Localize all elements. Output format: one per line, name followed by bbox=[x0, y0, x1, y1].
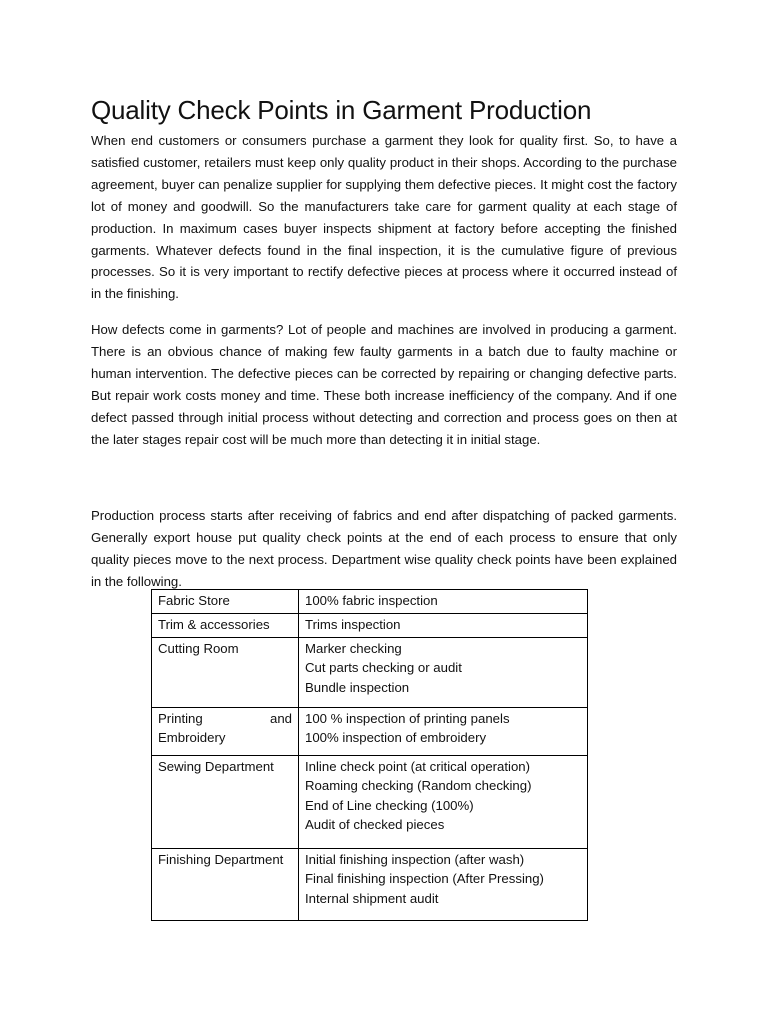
check-item: Inline check point (at critical operation) bbox=[305, 759, 531, 774]
department-cell: Trim & accessories bbox=[152, 614, 299, 638]
quality-checkpoints-table bbox=[151, 589, 588, 921]
department-cell: Sewing Department bbox=[152, 756, 299, 849]
checks-cell bbox=[299, 590, 588, 614]
checks-cell bbox=[299, 708, 588, 756]
check-item: Internal shipment audit bbox=[305, 890, 439, 906]
table-row bbox=[152, 849, 588, 921]
checks-cell bbox=[299, 756, 588, 849]
table-row bbox=[152, 708, 588, 756]
check-item: 100% inspection of embroidery bbox=[305, 730, 487, 746]
department-cell: Fabric Store bbox=[152, 590, 299, 614]
check-item: Final finishing inspection (After Pressing) bbox=[305, 871, 544, 887]
check-item: 100% fabric inspection bbox=[305, 593, 438, 608]
document-title: Quality Check Points in Garment Production bbox=[91, 95, 592, 125]
check-item: Marker checking bbox=[305, 641, 402, 656]
department-cell: Cutting Room bbox=[152, 638, 299, 708]
check-item: Trims inspection bbox=[305, 617, 401, 632]
check-item: Bundle inspection bbox=[305, 679, 410, 695]
check-item: Audit of checked pieces bbox=[305, 816, 445, 832]
check-item: End of Line checking (100%) bbox=[305, 797, 474, 813]
table-row bbox=[152, 756, 588, 849]
checks-cell bbox=[299, 614, 588, 638]
check-item: Initial finishing inspection (after wash) bbox=[305, 852, 525, 867]
checks-cell bbox=[299, 849, 588, 921]
checks-cell bbox=[299, 638, 588, 708]
check-item: 100 % inspection of printing panels bbox=[305, 711, 510, 726]
table-row bbox=[152, 638, 588, 708]
paragraph-process: Production process starts after receiving of fabrics and end after dispatching of packed garments. Generally export house put quality check points at the end of each process to ensure that only quality pieces move to the next process. Department wise quality check points have been explained in the following. bbox=[91, 508, 677, 589]
check-item: Cut parts checking or audit bbox=[305, 660, 462, 676]
department-cell: Printing and Embroidery bbox=[152, 708, 299, 756]
check-item: Roaming checking (Random checking) bbox=[305, 778, 532, 794]
paragraph-defects: How defects come in garments? Lot of people and machines are involved in producing a garment. There is an obvious chance of making few faulty garments in a batch due to faulty machine or human intervention. The defective pieces can be corrected by repairing or changing defective parts. But repair work costs money and time. These both increase inefficiency of the company. And if one defect passed through initial process without detecting and correction and process goes on then at the later stages repair cost will be much more than detecting it in initial stage. bbox=[91, 322, 677, 447]
table-row bbox=[152, 614, 588, 638]
paragraph-intro: When end customers or consumers purchase a garment they look for quality first. So, to have a satisfied customer, retailers must keep only quality product in their shops. According to the purchase agreement, buyer can penalize supplier for supplying them defective pieces. It might cost the factory lot of money and goodwill. So the manufacturers take care for garment quality at each stage of production. In maximum cases buyer inspects shipment at factory before accepting the finished garments. Whatever defects found in the final inspection, it is the cumulative figure of previous processes. So it is very important to rectify defective pieces at process where it occurred instead of in the finishing. bbox=[91, 133, 677, 302]
table-row bbox=[152, 590, 588, 614]
department-cell: Finishing Department bbox=[152, 849, 299, 921]
